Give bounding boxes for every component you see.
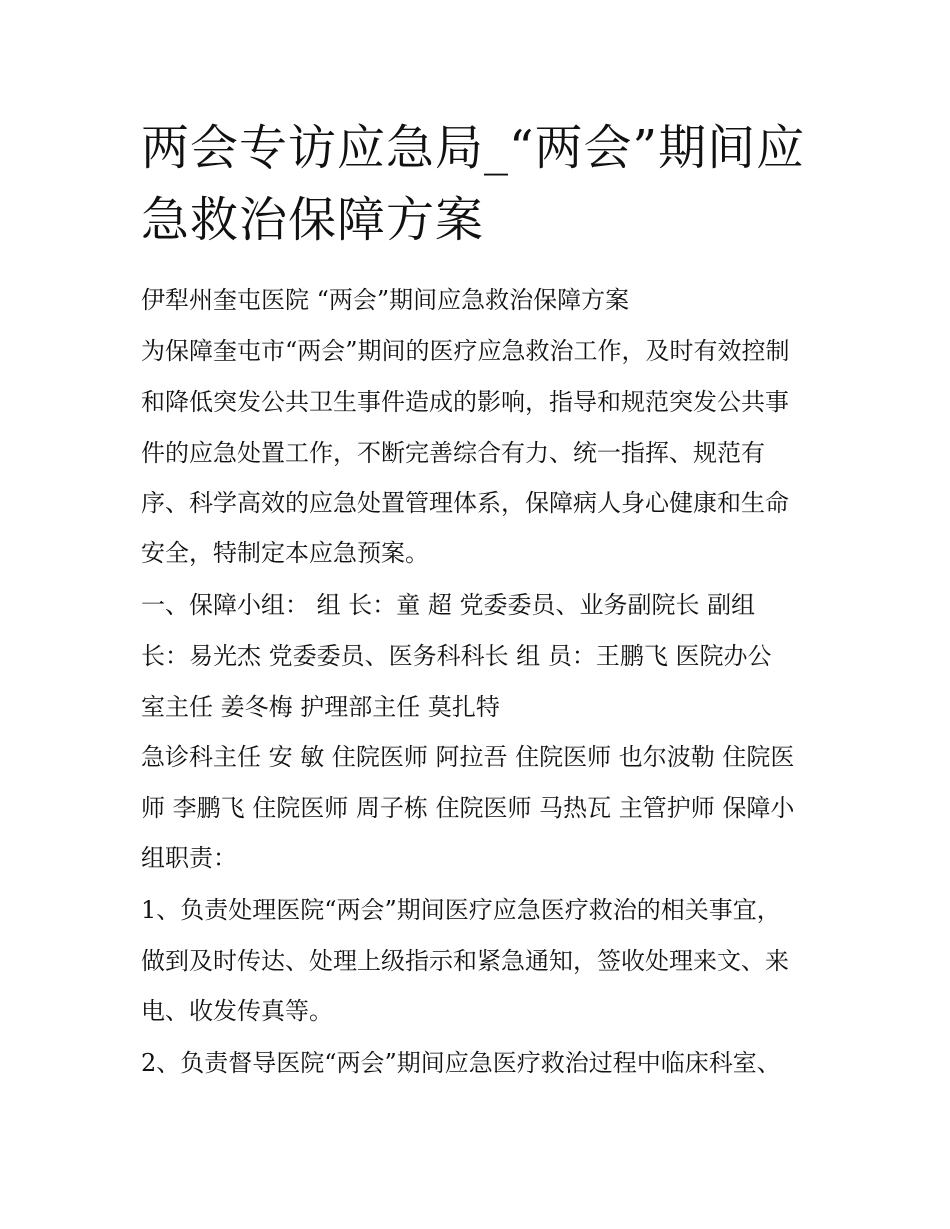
title-line: 急救治保障方案: [141, 192, 485, 248]
body-line: 做到及时传达、处理上级指示和紧急通知，签收处理来文、来: [141, 947, 789, 975]
body-line: 件的应急处置工作，不断完善综合有力、统一指挥、规范有: [141, 439, 765, 467]
body-line: 师 李鹏飞 住院医师 周子栋 住院医师 马热瓦 主管护师 保障小: [141, 794, 795, 822]
body-line: 电、收发传真等。: [141, 997, 333, 1025]
body-line: 和降低突发公共卫生事件造成的影响，指导和规范突发公共事: [141, 388, 789, 416]
title-line: 两会专访应急局_“两会”期间应: [141, 120, 806, 176]
body-line: 长：易光杰 党委委员、医务科科长 组 员：王鹏飞 医院办公: [141, 642, 772, 670]
body-line: 1、负责处理医院“两会”期间医疗应急医疗救治的相关事宜，: [141, 896, 781, 924]
document-title: [141, 112, 821, 256]
body-line: 室主任 姜冬梅 护理部主任 莫扎特: [141, 693, 500, 721]
body-line: 为保障奎屯市“两会”期间的医疗应急救治工作，及时有效控制: [141, 337, 790, 365]
body-line: 一、保障小组： 组 长：童 超 党委委员、业务副院长 副组: [141, 591, 756, 619]
body-line: 组职责：: [141, 844, 237, 872]
body-line: 安全，特制定本应急预案。: [141, 539, 429, 567]
body-line: 2、负责督导医院“两会”期间应急医疗救治过程中临床科室、: [141, 1049, 781, 1077]
subtitle-line: 伊犁州奎屯医院 “两会”期间应急救治保障方案: [141, 286, 630, 314]
body-line: 急诊科主任 安 敏 住院医师 阿拉吾 住院医师 也尔波勒 住院医: [141, 743, 795, 771]
body-line: 序、科学高效的应急处置管理体系，保障病人身心健康和生命: [141, 489, 789, 517]
